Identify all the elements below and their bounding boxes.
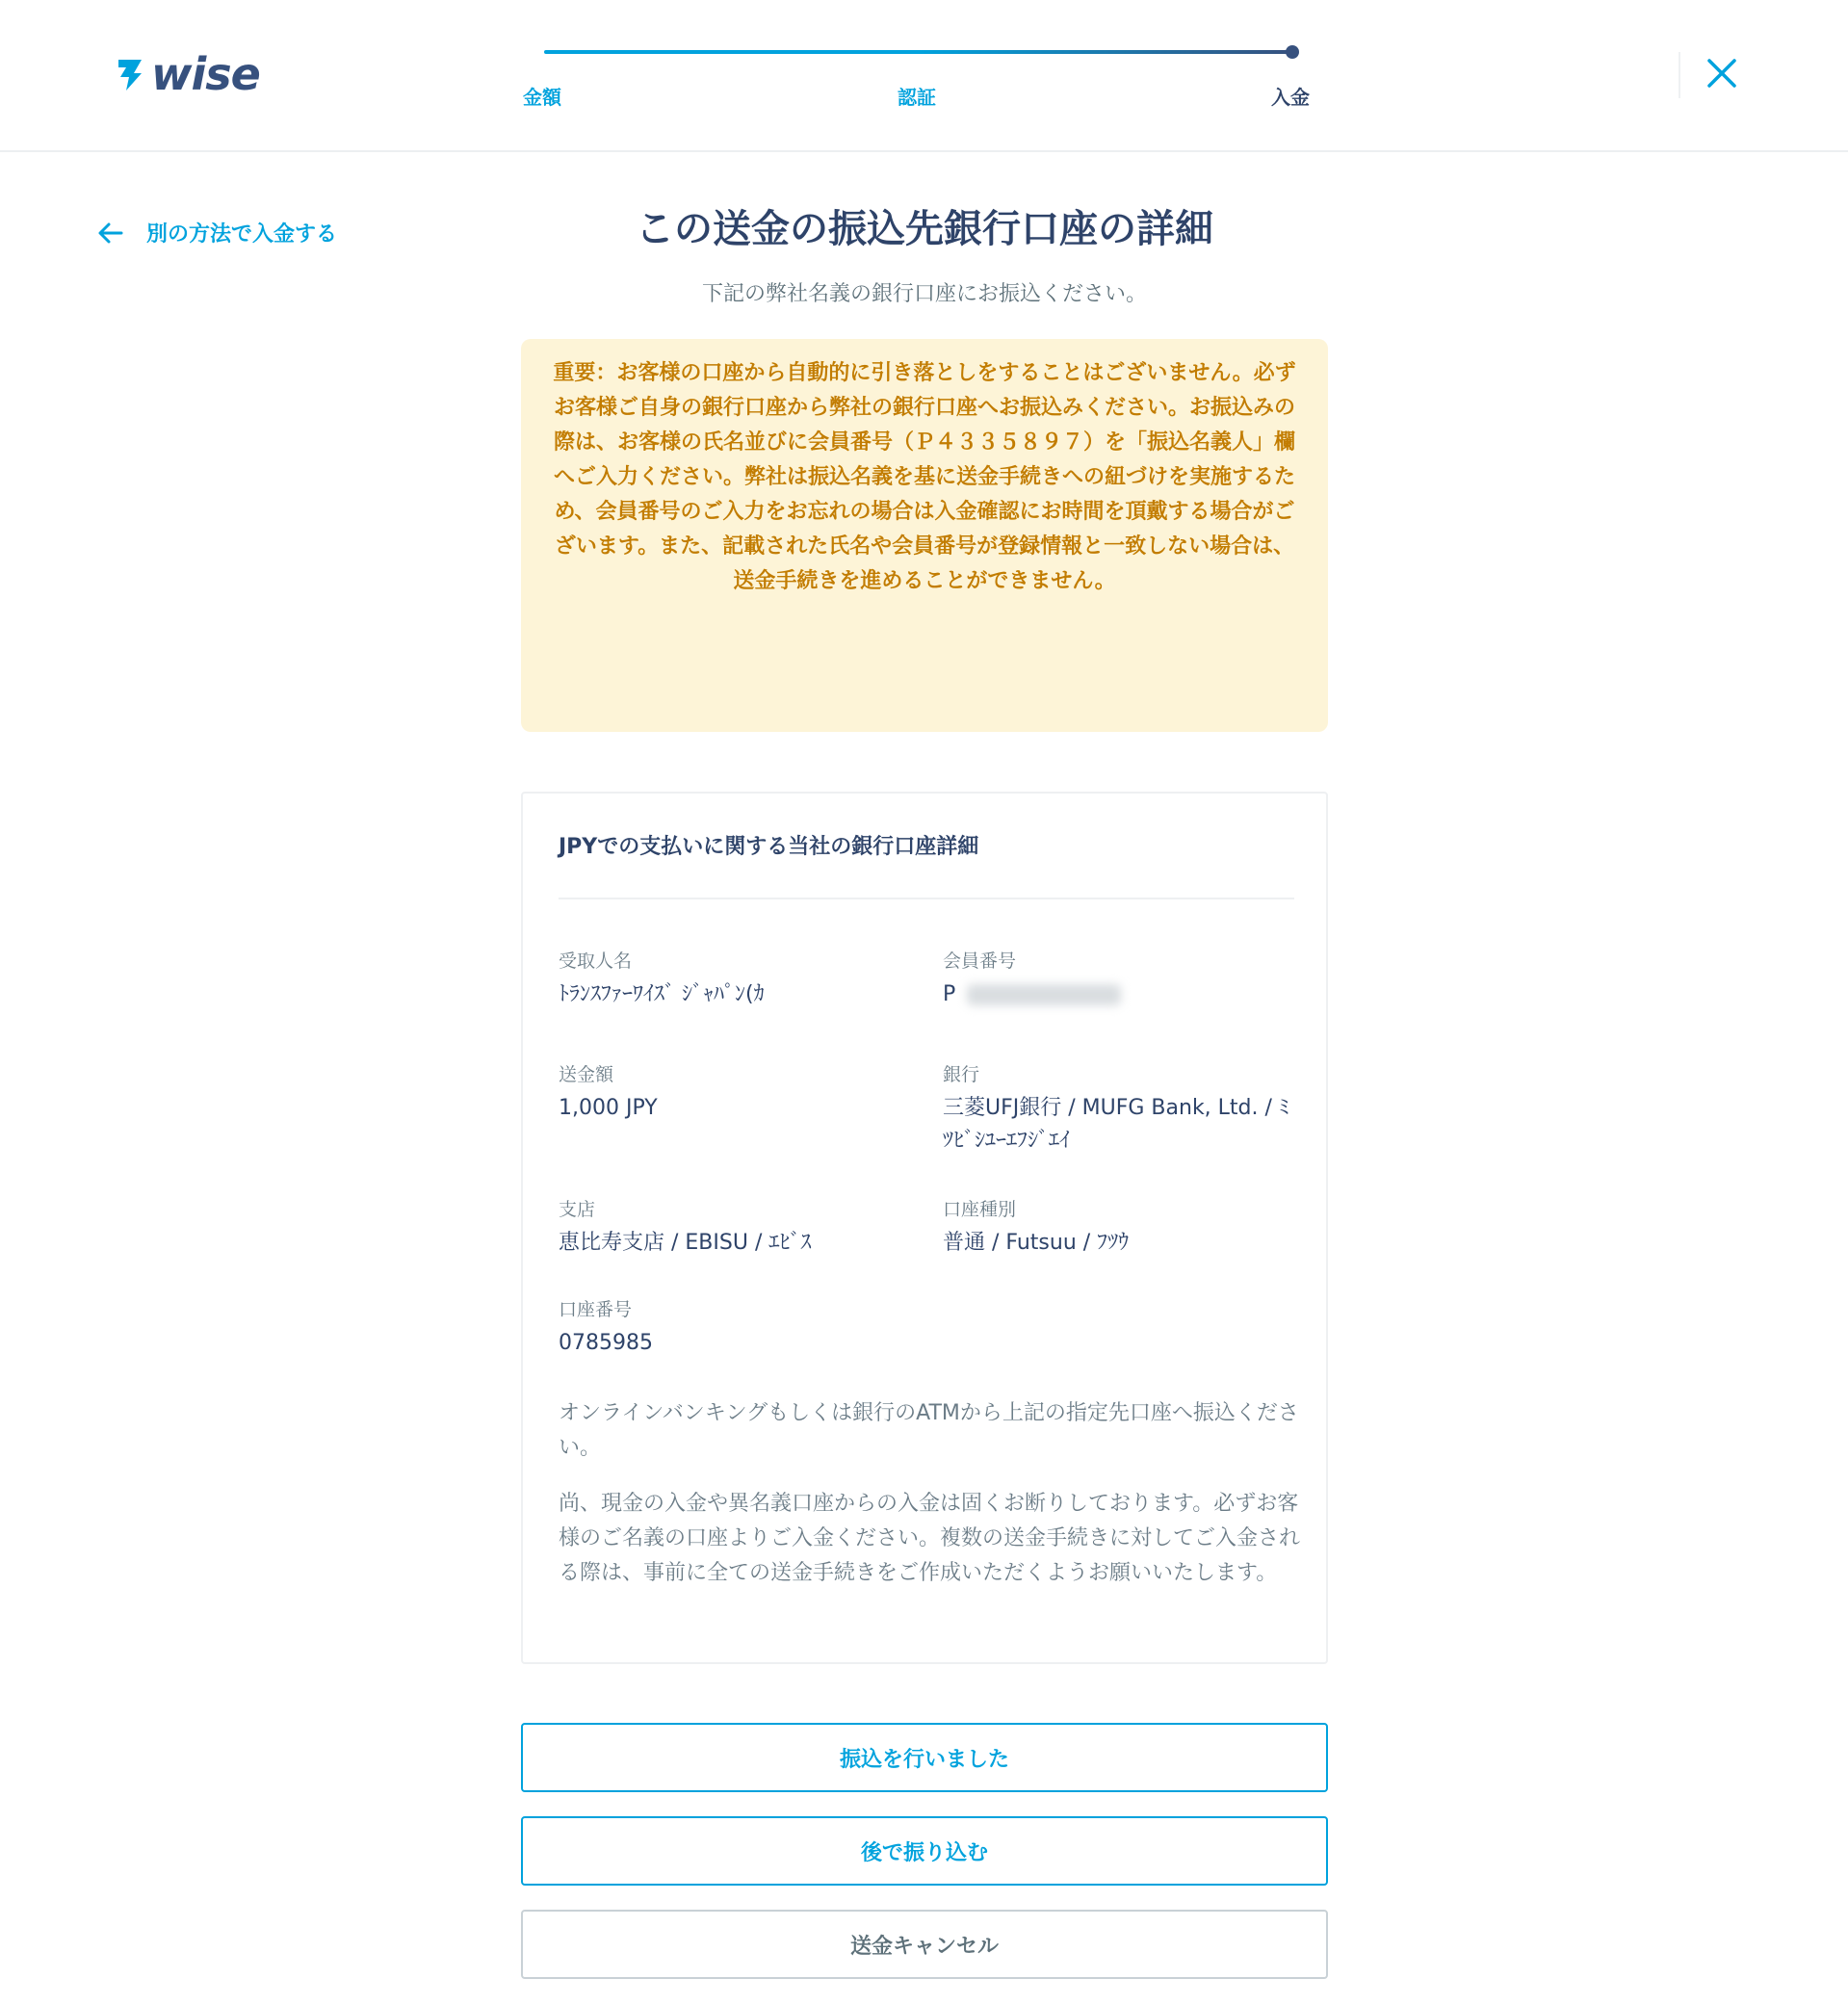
field-branch	[559, 1196, 905, 1260]
arrow-left-icon	[96, 219, 125, 247]
bank-value: 三菱UFJ銀行 / MUFG Bank, Ltd. / ﾐﾂﾋﾞｼﾕｰｴﾌｼﾞｴｲ	[943, 1096, 1289, 1153]
field-label: 銀行	[943, 1064, 980, 1085]
field-label: 受取人名	[559, 950, 633, 972]
page-title: この送金の振込先銀行口座の詳細	[636, 207, 1213, 251]
page-subtitle: 下記の弊社名義の銀行口座にお振込ください。	[701, 282, 1147, 306]
close-button[interactable]	[1705, 56, 1739, 91]
important-notice-text: 重要：お客様の口座から自動的に引き落としをすることはございません。必ずお客様ご自身の銀行口座から弊社の銀行口座へお振込みください。お振込みの際は、お客様の氏名並びに会員番号（Ｐ４３３５８９７）を「振込名義人」欄へご入力ください。弊社は振込名義を基に送金手続きへの紐づけを実施するため、会員番号のご入力をお忘れの場合は入金確認にお時間を頂戴する場合がございます。また、記載された氏名や会員番号が登録情報と一致しない場合は、送金手続きを進めることができません。	[553, 361, 1296, 593]
account-type-value: 普通 / Futsuu / ﾌﾂｳ	[943, 1231, 1130, 1255]
recipient-name-value: ﾄﾗﾝｽﾌｧｰﾜｲｽﾞ ｼﾞｬﾊﾟﾝ(ｶ	[559, 982, 765, 1006]
member-number-value: P	[943, 982, 956, 1006]
logo-wordmark: wise	[151, 48, 260, 100]
field-label: 送金額	[559, 1064, 614, 1085]
step-amount: 金額	[523, 86, 561, 109]
step-verification: 認証	[898, 86, 936, 109]
field-label: 口座種別	[943, 1199, 1017, 1220]
progress-current-dot	[1286, 45, 1299, 59]
progress-bar	[544, 50, 1292, 54]
transfer-done-button[interactable]: 振込を行いました	[521, 1723, 1328, 1792]
deposit-policy-note: 尚、現金の入金や異名義口座からの入金は固くお断りしております。必ずお客様のご名義の口座よりご入金ください。複数の送金手続きに対してご入金される際は、事前に全ての送金手続きをご作成いただくようお願いいたします。	[559, 1492, 1301, 1585]
field-label: 支店	[559, 1199, 596, 1220]
step-payment: 入金	[1271, 86, 1310, 109]
transfer-instruction-note: オンラインバンキングもしくは銀行のATMから上記の指定先口座へ振込ください。	[559, 1401, 1299, 1460]
field-label: 会員番号	[943, 950, 1017, 972]
account-number-value: 0785985	[559, 1331, 653, 1355]
back-link-label: 別の方法で入金する	[146, 222, 338, 247]
important-notice	[521, 339, 1328, 732]
field-account-number	[559, 1296, 905, 1360]
close-icon	[1705, 56, 1739, 91]
pay-later-button[interactable]: 後で振り込む	[521, 1816, 1328, 1886]
branch-value: 恵比寿支店 / EBISU / ｴﾋﾞｽ	[559, 1231, 812, 1255]
redacted-member-number	[967, 984, 1121, 1005]
field-recipient	[559, 948, 905, 1011]
field-amount	[559, 1061, 905, 1125]
bank-details-card	[521, 792, 1328, 1664]
field-account-type	[943, 1196, 1289, 1260]
field-member-number	[943, 948, 1289, 1011]
field-label: 口座番号	[559, 1299, 633, 1320]
cancel-transfer-button[interactable]: 送金キャンセル	[521, 1910, 1328, 1979]
field-bank	[943, 1061, 1299, 1158]
progress-bar-segment	[918, 50, 1292, 54]
top-bar	[0, 0, 1848, 152]
card-title: JPYでの支払いに関する当社の銀行口座詳細	[559, 835, 979, 859]
card-divider	[559, 898, 1294, 899]
member-number-row	[943, 978, 1289, 1011]
wise-logo[interactable]	[113, 50, 260, 98]
back-to-other-method-link[interactable]	[96, 218, 337, 247]
amount-value: 1,000 JPY	[559, 1096, 658, 1120]
header-divider	[1679, 52, 1680, 98]
wise-flag-icon	[113, 56, 145, 92]
